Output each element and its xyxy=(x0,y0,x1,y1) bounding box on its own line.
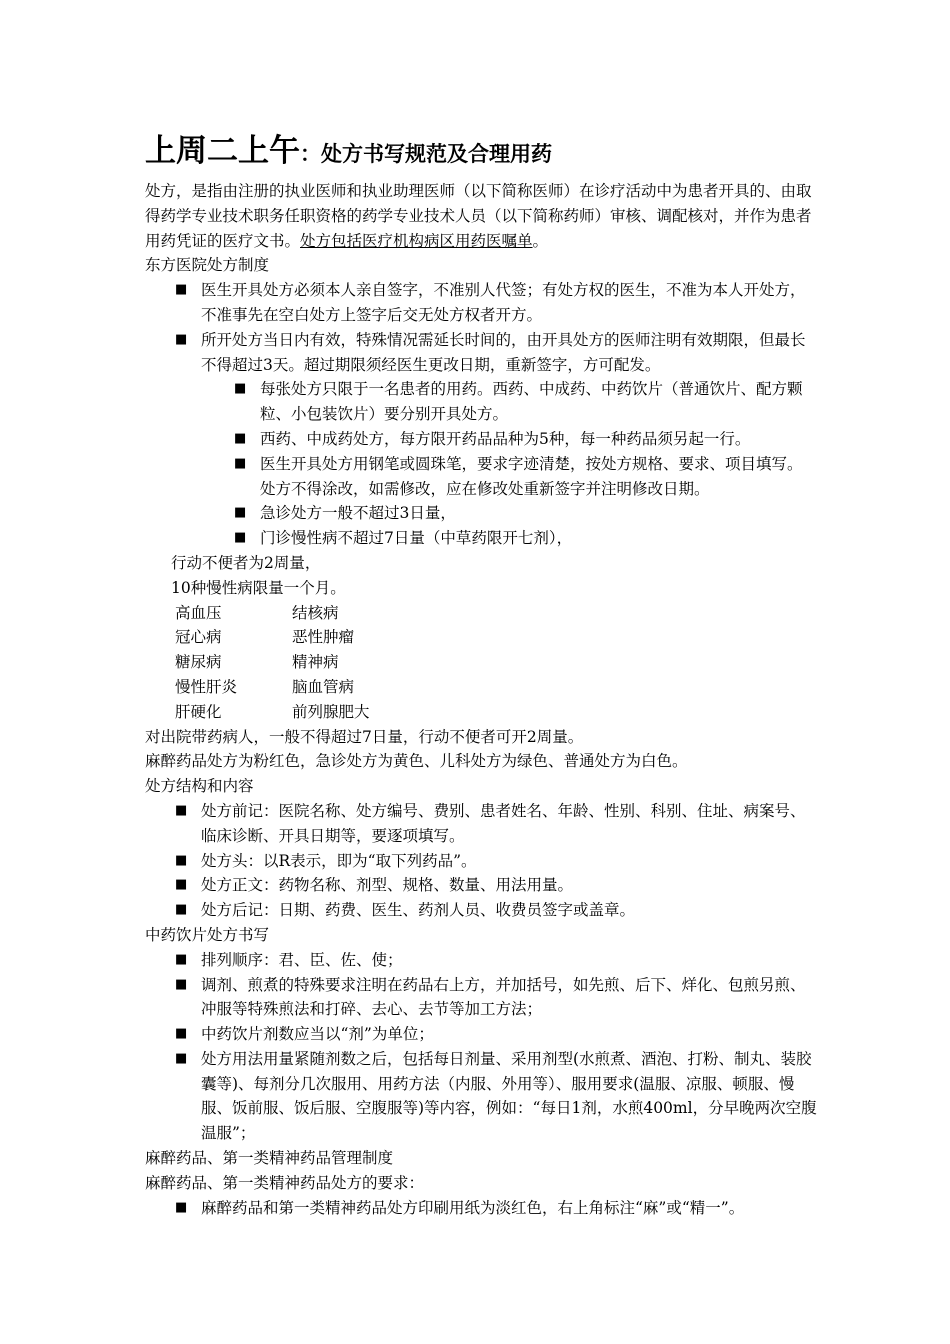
square-bullet-icon: ■ xyxy=(175,1026,188,1042)
intro-underlined-text: 处方包括医疗机构病区用药医嘱单 xyxy=(300,231,533,250)
list-item xyxy=(175,849,817,874)
narcotics-list xyxy=(145,1196,817,1221)
list-item-text: 每张处方只限于一名患者的用药。西药、中成药、中药饮片（普通饮片、配方颗粒、小包装饮片）要分别开具处方。 xyxy=(260,380,803,424)
table-cell: 高血压 xyxy=(175,603,222,622)
square-bullet-icon: ■ xyxy=(175,877,188,893)
table-cell: 精神病 xyxy=(292,653,339,672)
list-item xyxy=(175,278,817,328)
table-cell: 恶性肿瘤 xyxy=(292,628,355,647)
table-row xyxy=(175,601,817,626)
list-item-text: 所开处方当日内有效，特殊情况需延长时间的，由开具处方的医师注明有效期限，但最长不得超过3天。超过期限须经医生更改日期，重新签字，方可配发。 xyxy=(201,330,806,374)
document-body xyxy=(145,132,817,1220)
title-main: 上周二上午 xyxy=(145,133,300,169)
table-row xyxy=(175,700,817,725)
prescription-colors-paragraph: 麻醉药品处方为粉红色，急诊处方为黄色、儿科处方为绿色、普通处方为白色。 xyxy=(145,752,688,771)
square-bullet-icon: ■ xyxy=(234,455,247,471)
narcotics-subheading: 麻醉药品、第一类精神药品处方的要求： xyxy=(145,1173,425,1192)
structure-list xyxy=(145,799,817,923)
square-bullet-icon: ■ xyxy=(175,852,188,868)
square-bullet-icon: ■ xyxy=(175,976,188,992)
discharge-paragraph: 对出院带药病人，一般不得超过7日量，行动不便者可开2周量。 xyxy=(145,727,584,746)
table-cell: 肝硬化 xyxy=(175,702,222,721)
section-heading-narcotics: 麻醉药品、第一类精神药品管理制度 xyxy=(145,1149,394,1168)
herbal-list xyxy=(145,948,817,1146)
hospital-rules-list xyxy=(145,278,817,377)
list-item xyxy=(175,873,817,898)
square-bullet-icon: ■ xyxy=(234,430,247,446)
intro-paragraph xyxy=(145,179,817,253)
square-bullet-icon: ■ xyxy=(175,331,188,347)
table-cell: 前列腺肥大 xyxy=(292,702,370,721)
list-item-text: 中药饮片剂数应当以“剂”为单位； xyxy=(201,1025,434,1044)
list-item xyxy=(234,526,817,551)
list-item xyxy=(234,452,817,502)
list-item xyxy=(175,973,817,1023)
list-item xyxy=(175,948,817,973)
table-cell: 结核病 xyxy=(292,603,339,622)
list-item xyxy=(175,1047,817,1146)
table-cell: 慢性肝炎 xyxy=(175,677,238,696)
list-item xyxy=(175,328,817,378)
hospital-rules-sublist xyxy=(145,377,817,551)
section-heading-herbal: 中药饮片处方书写 xyxy=(145,925,270,944)
mobility-note: 行动不便者为2周量， xyxy=(171,553,321,572)
intro-end: 。 xyxy=(532,231,549,250)
page-title xyxy=(145,132,817,175)
section-heading-structure: 处方结构和内容 xyxy=(145,777,254,796)
list-item xyxy=(234,377,817,427)
table-row xyxy=(175,675,817,700)
list-item xyxy=(234,501,817,526)
list-item-text: 西药、中成药处方，每方限开药品品种为5种，每一种药品须另起一行。 xyxy=(260,429,751,448)
intro-text: 处方，是指由注册的执业医师和执业助理医师（以下简称医师）在诊疗活动中为患者开具的、由取得药学专业技术职务任职资格的药学专业技术人员（以下简称药师）审核、调配核对，并作为患者用药凭证的医疗文书。 xyxy=(145,182,812,250)
square-bullet-icon: ■ xyxy=(175,1199,188,1215)
list-item-text: 处方正文：药物名称、剂型、规格、数量、用法用量。 xyxy=(201,876,574,895)
square-bullet-icon: ■ xyxy=(175,282,188,298)
table-cell: 冠心病 xyxy=(175,628,222,647)
list-item xyxy=(175,799,817,849)
list-item xyxy=(175,1196,817,1221)
chronic-disease-note: 10种慢性病限量一个月。 xyxy=(171,578,346,597)
title-subtitle: ：处方书写规范及合理用药 xyxy=(300,142,552,166)
list-item-text: 麻醉药品和第一类精神药品处方印刷用纸为淡红色，右上角标注“麻”或“精一”。 xyxy=(201,1198,745,1217)
square-bullet-icon: ■ xyxy=(234,505,247,521)
list-item-text: 排列顺序：君、臣、佐、使； xyxy=(201,950,403,969)
list-item-text: 处方前记：医院名称、处方编号、费别、患者姓名、年龄、性别、科别、住址、病案号、临床诊断、开具日期等，要逐项填写。 xyxy=(201,801,806,845)
table-cell: 脑血管病 xyxy=(292,677,355,696)
list-item xyxy=(175,1022,817,1047)
square-bullet-icon: ■ xyxy=(175,951,188,967)
list-item-text: 处方头：以R表示，即为“取下列药品”。 xyxy=(201,851,477,870)
list-item xyxy=(175,898,817,923)
section-heading-hospital-rules: 东方医院处方制度 xyxy=(145,256,270,275)
list-item-text: 急诊处方一般不超过3日量， xyxy=(260,504,456,523)
list-item-text: 门诊慢性病不超过7日量（中草药限开七剂）， xyxy=(260,529,573,548)
table-row xyxy=(175,625,817,650)
square-bullet-icon: ■ xyxy=(175,802,188,818)
list-item-text: 医生开具处方必须本人亲自签字，不准别人代签；有处方权的医生，不准为本人开处方，不准事先在空白处方上签字后交无处方权者开方。 xyxy=(201,281,806,324)
table-cell: 糖尿病 xyxy=(175,653,222,672)
list-item-text: 处方后记：日期、药费、医生、药剂人员、收费员签字或盖章。 xyxy=(201,901,636,920)
list-item-text: 处方用法用量紧随剂数之后，包括每日剂量、采用剂型(水煎煮、酒泡、打粉、制丸、装胶囊等)、每剂分几次服用、用药方法（内服、外用等）、服用要求(温服、凉服、顿服、慢服、饭前服、饭后服、空腹服等)等内容，例如：“每日1剂，水煎400ml，分早晚两次空腹温服”； xyxy=(201,1049,817,1143)
square-bullet-icon: ■ xyxy=(234,530,247,546)
square-bullet-icon: ■ xyxy=(175,1050,188,1066)
list-item-text: 医生开具处方用钢笔或圆珠笔，要求字迹清楚，按处方规格、要求、项目填写。处方不得涂改，如需修改，应在修改处重新签字并注明修改日期。 xyxy=(260,454,803,498)
square-bullet-icon: ■ xyxy=(234,381,247,397)
list-item xyxy=(234,427,817,452)
table-row xyxy=(175,650,817,675)
square-bullet-icon: ■ xyxy=(175,902,188,918)
list-item-text: 调剂、煎煮的特殊要求注明在药品右上方，并加括号，如先煎、后下、烊化、包煎另煎、冲服等特殊煎法和打碎、去心、去节等加工方法； xyxy=(201,975,806,1019)
chronic-disease-table xyxy=(145,601,817,725)
